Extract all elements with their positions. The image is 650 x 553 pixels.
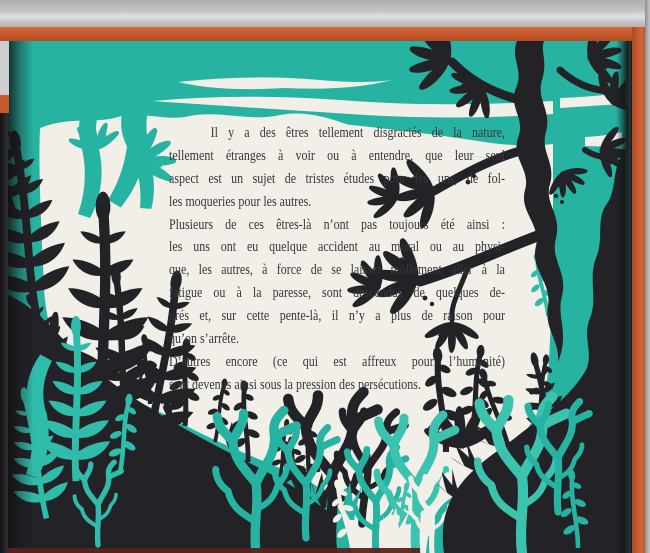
text-line-12: sont devenus ainsi sous la pression des persécutions. <box>169 376 421 393</box>
text-line-9: grés et, sur cette pente-là, il n’y a plus de raison pour <box>169 308 505 325</box>
text-line-2: tellement étranges à voir ou à entendre, que leur seul <box>169 147 505 164</box>
book-gutter-shadow <box>0 41 34 553</box>
book-cover-right <box>632 27 646 553</box>
text-line-3: aspect est un sujet de tristes études pour les uns, de fol- <box>169 170 505 187</box>
text-line-5: Plusieurs de ces êtres-là n’ont pas toujours été ainsi : <box>169 216 505 233</box>
text-block <box>169 122 505 397</box>
scanner-edge <box>645 0 650 553</box>
text-line-1: Il y a des êtres tellement disgraciés de la nature, <box>210 125 505 141</box>
book-cover-top <box>0 27 650 41</box>
text-line-11: D’autres encore (ce qui est affreux pour l’humanité) <box>169 353 505 370</box>
text-line-4: les moqueries pour les autres. <box>169 193 312 210</box>
page-right-edge <box>616 41 632 553</box>
text-line-10: qu’on s’arrête. <box>169 331 239 348</box>
text-line-6: les uns ont eu quelque accident au moral ou au physi- <box>169 239 505 256</box>
text-line-8: fatigue ou à la paresse, sont descendus de quelques de- <box>169 285 505 302</box>
gutter-cover-sliver <box>0 95 9 113</box>
text-line-7: que, les autres, à force de se laisser mollement aller à la <box>169 262 505 279</box>
bottom-cover-sliver <box>8 548 420 553</box>
gutter-highlight <box>0 41 9 95</box>
